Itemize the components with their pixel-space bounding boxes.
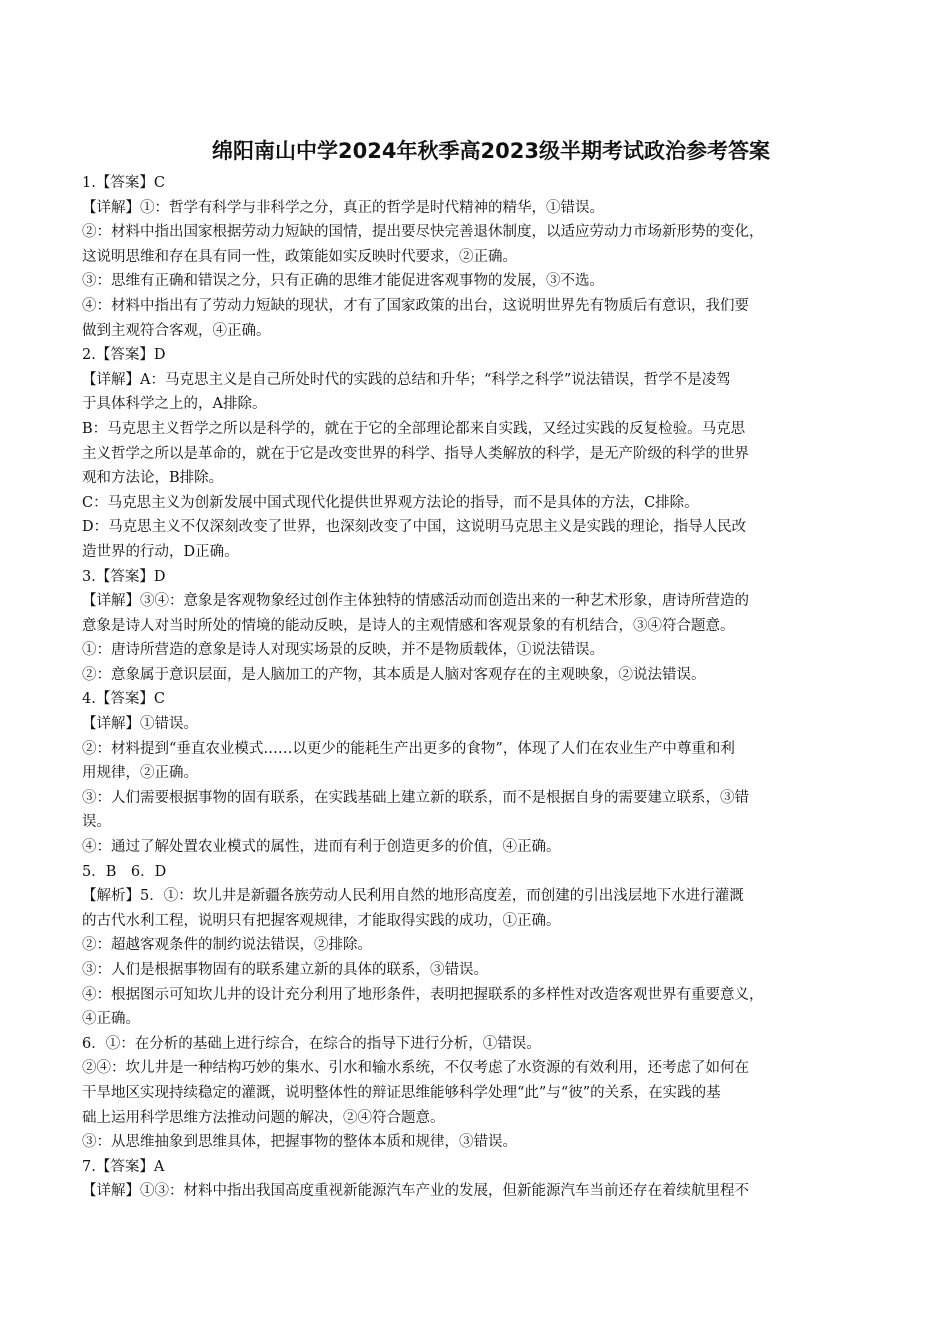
text-line: 础上运用科学思维方法推动问题的解决，②④符合题意。 [82, 1109, 445, 1126]
text-line: ④：材料中指出有了劳动力短缺的现状，才有了国家政策的出台，这说明世界先有物质后有意识，我们要 [82, 297, 749, 314]
text-line: 6．①：在分析的基础上进行综合，在综合的指导下进行分析，①错误。 [82, 1035, 541, 1052]
text-line: 用规律，②正确。 [82, 765, 198, 782]
text-line: ③：从思维抽象到思维具体，把握事物的整体本质和规律，③错误。 [82, 1134, 517, 1151]
text-line: ②：超越客观条件的制约说法错误，②排除。 [82, 937, 372, 954]
text-line: C：马克思主义为创新发展中国式现代化提供世界观方法论的指导，而不是具体的方法，C排除。 [82, 494, 699, 511]
text-line: 于具体科学之上的，A排除。 [82, 396, 267, 413]
text-line: ①：唐诗所营造的意象是诗人对现实场景的反映，并不是物质载体，①说法错误。 [82, 642, 604, 659]
text-line: 【详解】①：哲学有科学与非科学之分，真正的哲学是时代精神的精华，①错误。 [82, 199, 604, 216]
answer-content [82, 171, 890, 1204]
text-line: 的古代水利工程，说明只有把握客观规律，才能取得实践的成功，①正确。 [82, 912, 561, 929]
text-line: 主义哲学之所以是革命的，就在于它是改变世界的科学、指导人类解放的科学，是无产阶级的科学的世界 [82, 445, 749, 462]
text-line: D：马克思主义不仅深刻改变了世界，也深刻改变了中国，这说明马克思主义是实践的理论，指导人民改 [82, 519, 747, 536]
text-line: 1.【答案】C [82, 175, 165, 191]
text-line: ②：材料中指出国家根据劳动力短缺的国情，提出要尽快完善退休制度，以适应劳动力市场新形势的变化， [82, 224, 764, 241]
text-line: ③：人们是根据事物固有的联系建立新的具体的联系，③错误。 [82, 962, 488, 978]
text-line: 3.【答案】D [82, 568, 166, 585]
text-line: 【详解】①错误。 [82, 716, 198, 733]
text-line: ④正确。 [82, 1011, 140, 1028]
text-line: ④：通过了解处置农业模式的属性，进而有利于创造更多的价值，④正确。 [82, 839, 561, 856]
text-line: ②：意象属于意识层面，是人脑加工的产物，其本质是人脑对客观存在的主观映象，②说法错误。 [82, 666, 706, 683]
document-title: 绵阳南山中学2024年秋季高2023级半期考试政治参考答案 [212, 139, 770, 163]
text-line: 做到主观符合客观，④正确。 [82, 322, 271, 339]
text-line: ③：思维有正确和错误之分，只有正确的思维才能促进客观事物的发展，③不选。 [82, 273, 604, 290]
text-line: ②④：坎儿井是一种结构巧妙的集水、引水和输水系统，不仅考虑了水资源的有效利用，还考虑了如何在 [82, 1060, 749, 1077]
text-line: 5．B 6．D [82, 863, 167, 880]
text-line: 干旱地区实现持续稳定的灌溉，说明整体性的辩证思维能够科学处理“此”与“彼”的关系，在实践的基 [82, 1084, 721, 1101]
text-line: 这说明思维和存在具有同一性，政策能如实反映时代要求，②正确。 [82, 248, 517, 265]
text-line: B：马克思主义哲学之所以是科学的，就在于它的全部理论都来自实践，又经过实践的反复检验。马克思 [82, 420, 746, 437]
text-line: 4.【答案】C [82, 691, 165, 708]
text-line: 【解析】5．①：坎儿井是新疆各族劳动人民利用自然的地形高度差，而创建的引出浅层地下水进行灌溉 [82, 888, 744, 905]
text-line: 【详解】①③：材料中指出我国高度重视新能源汽车产业的发展，但新能源汽车当前还存在着续航里程不 [82, 1183, 749, 1200]
text-line: 造世界的行动，D正确。 [82, 543, 239, 560]
text-line: ②：材料提到“垂直农业模式……以更少的能耗生产出更多的食物”，体现了人们在农业生产中尊重和利 [82, 740, 735, 757]
text-line: 意象是诗人对当时所处的情境的能动反映，是诗人的主观情感和客观景象的有机结合，③④符合题意。 [82, 617, 735, 634]
text-line: 7.【答案】A [82, 1158, 165, 1175]
text-line: 【详解】③④：意象是客观物象经过创作主体独特的情感活动而创造出来的一种艺术形象，唐诗所营造的 [82, 593, 749, 610]
text-line: ③：人们需要根据事物的固有联系，在实践基础上建立新的联系，而不是根据自身的需要建立联系，③错 [82, 789, 749, 806]
text-line: ④：根据图示可知坎儿井的设计充分利用了地形条件，表明把握联系的多样性对改造客观世界有重要意义， [82, 986, 764, 1003]
text-line: 误。 [82, 814, 111, 831]
text-line: 2.【答案】D [82, 347, 166, 364]
text-line: 【详解】A：马克思主义是自己所处时代的实践的总结和升华；“科学之科学”说法错误，哲学不是凌驾 [82, 371, 731, 388]
text-line: 观和方法论，B排除。 [82, 470, 224, 487]
